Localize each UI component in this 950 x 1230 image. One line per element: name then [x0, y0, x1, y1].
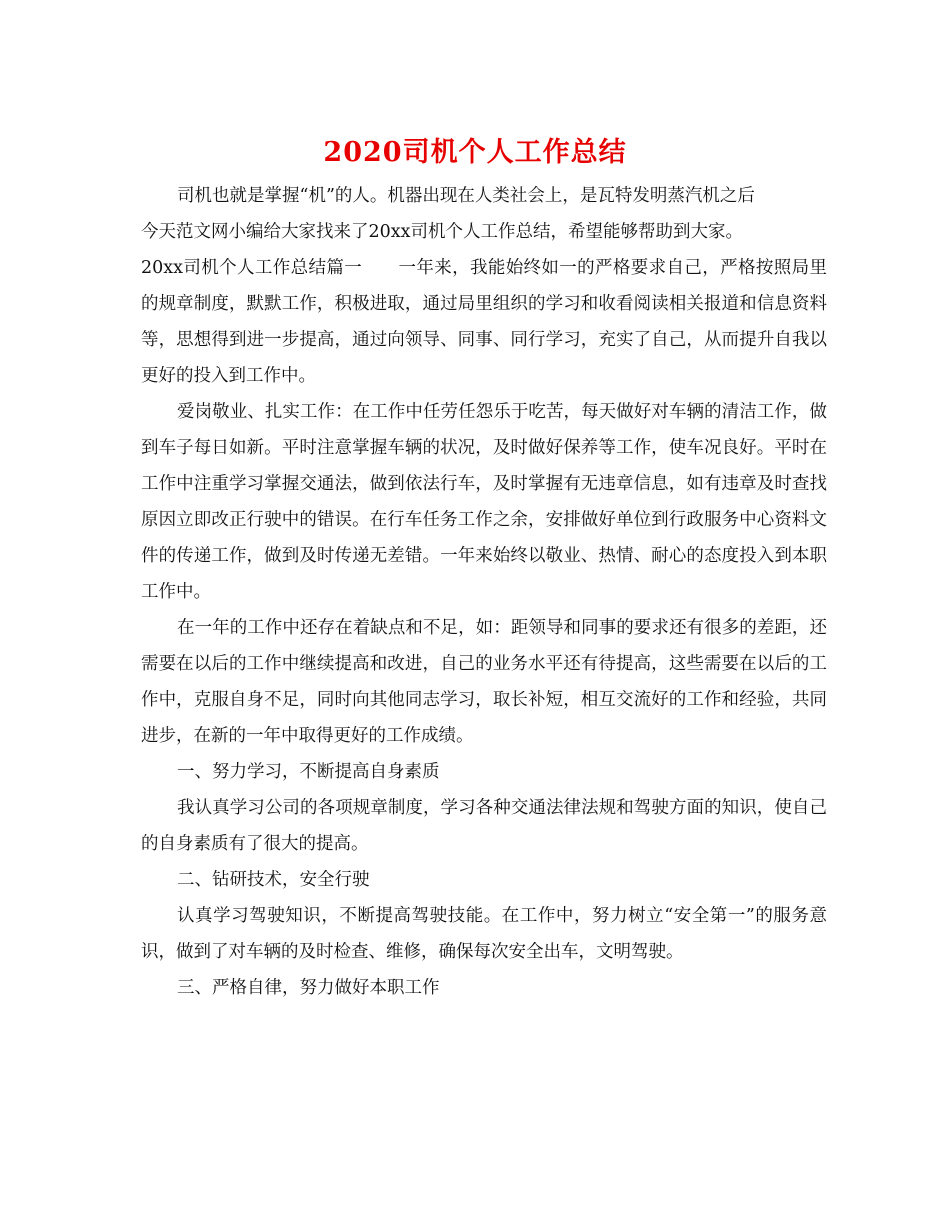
section-one-text: 一年来，我能始终如一的严格要求自己，严格按照局里的规章制度，默默工作，积极进取，通过局里组织的学习和收看阅读相关报道和信息资料等，思想得到进一步提高，通过向领导、同事、同行学习，充实了自己，从而提升自我以更好的投入到工作中。 — [141, 258, 827, 386]
heading-study: 一、努力学习，不断提高自身素质 — [177, 762, 440, 782]
intro-line-1: 司机也就是掌握“机”的人。机器出现在人类社会上，是瓦特发明蒸汽机之后 — [177, 186, 755, 206]
section-one-paragraph — [141, 250, 827, 394]
heading-technique: 二、钻研技术，安全行驶 — [177, 870, 370, 890]
paragraph-shortcomings: 在一年的工作中还存在着缺点和不足，如：距领导和同事的要求还有很多的差距，还需要在以后的工作中继续提高和改进，自己的业务水平还有待提高，这些需要在以后的工作中，克服自身不足，同时向其他同志学习，取长补短，相互交流好的工作和经验，共同进步，在新的一年中取得更好的工作成绩。 — [141, 618, 827, 746]
heading-discipline: 三、严格自律，努力做好本职工作 — [177, 978, 440, 998]
paragraph-study: 我认真学习公司的各项规章制度，学习各种交通法律法规和驾驶方面的知识，使自己的自身素质有了很大的提高。 — [141, 798, 827, 854]
document-title: 2020司机个人工作总结 — [323, 137, 627, 168]
document-body — [141, 178, 827, 1006]
paragraph-dedication: 爱岗敬业、扎实工作：在工作中任劳任怨乐于吃苦，每天做好对车辆的清洁工作，做到车子每日如新。平时注意掌握车辆的状况，及时做好保养等工作，使车况良好。平时在工作中注重学习掌握交通法，做到依法行车，及时掌握有无违章信息，如有违章及时查找原因立即改正行驶中的错误。在行车任务工作之余，安排做好单位到行政服务中心资料文件的传递工作，做到及时传递无差错。一年来始终以敬业、热情、耐心的态度投入到本职工作中。 — [141, 402, 827, 602]
intro-line-2: 今天范文网小编给大家找来了20xx司机个人工作总结，希望能够帮助到大家。 — [141, 222, 744, 242]
section-one-heading: 20xx司机个人工作总结篇一 — [141, 258, 363, 278]
paragraph-technique: 认真学习驾驶知识，不断提高驾驶技能。在工作中，努力树立“安全第一”的服务意识，做到了对车辆的及时检查、维修，确保每次安全出车，文明驾驶。 — [141, 906, 827, 962]
